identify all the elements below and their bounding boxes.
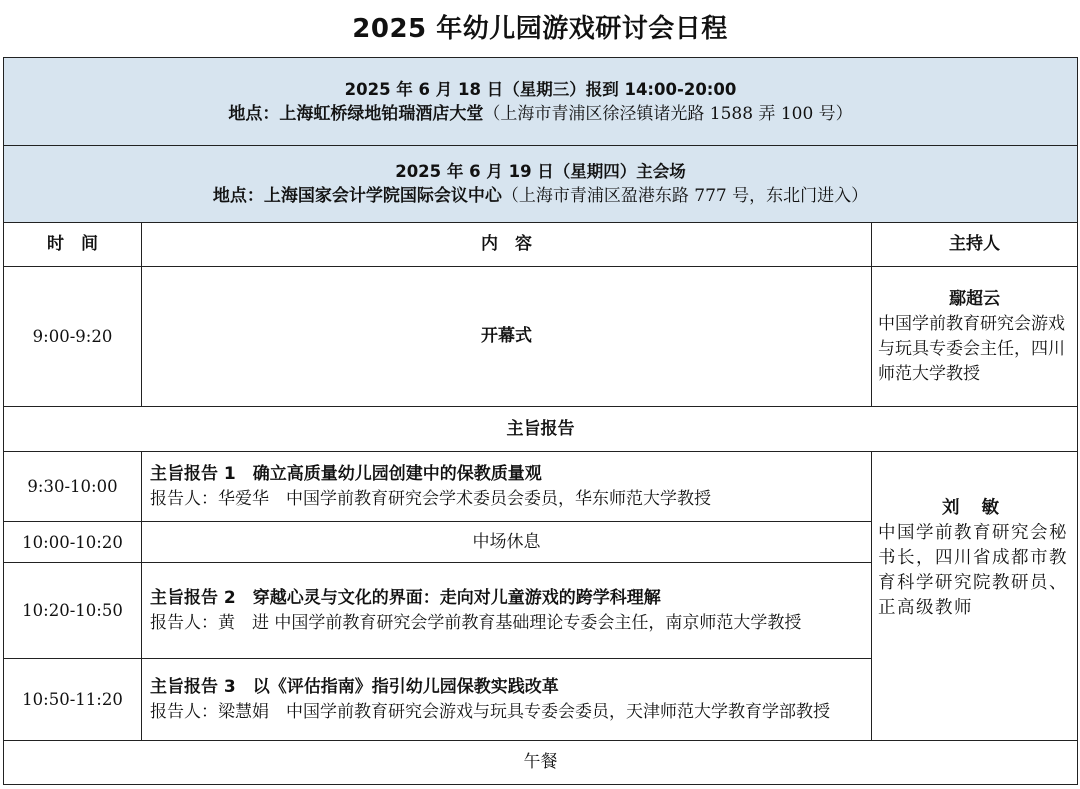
opening-host-desc: 中国学前教育研究会游戏与玩具专委会主任，四川师范大学教授 (878, 313, 1065, 384)
day1-banner (4, 58, 1078, 146)
header-time: 时 间 (4, 223, 142, 267)
day1-venue-address: （上海市青浦区徐泾镇诸光路 1588 弄 100 号） (483, 103, 853, 124)
day2-venue-label: 地点：上海国家会计学院国际会议中心 (212, 186, 502, 206)
opening-host-name: 鄢超云 (949, 288, 1001, 309)
report-3-speaker: 报告人：梁慧娟 中国学前教育研究会游戏与玩具专委会委员，天津师范大学教育学部教授 (150, 701, 830, 722)
header-row (4, 223, 1078, 267)
day2-date-line: 2025 年 6 月 19 日（星期四）主会场 (395, 162, 686, 181)
opening-time: 9:00-9:20 (4, 267, 142, 407)
keynote-host-name: 刘 敏 (941, 498, 1008, 518)
report-3-content (142, 659, 872, 741)
break-label: 中场休息 (142, 522, 872, 563)
break-time: 10:00-10:20 (4, 522, 142, 563)
day1-venue-line (12, 102, 1069, 127)
day1-banner-row (4, 58, 1078, 146)
day2-venue-line (12, 184, 1069, 209)
report-1-speaker: 报告人：华爱华 中国学前教育研究会学术委员会委员，华东师范大学教授 (150, 488, 711, 509)
report-2-content (142, 563, 872, 659)
keynote-host-desc: 中国学前教育研究会秘书长，四川省成都市教育科学研究院教研员、正高级教师 (878, 523, 1068, 618)
day2-banner-row (4, 146, 1078, 223)
opening-content: 开幕式 (142, 267, 872, 407)
day2-banner (4, 146, 1078, 223)
opening-row (4, 267, 1078, 407)
report-2-speaker: 报告人：黄 进 中国学前教育研究会学前教育基础理论专委会主任，南京师范大学教授 (150, 612, 802, 633)
keynote-host (872, 452, 1078, 741)
keynote-section-row (4, 407, 1078, 452)
day1-venue-label: 地点：上海虹桥绿地铂瑞酒店大堂 (228, 103, 484, 124)
report-2-title: 主旨报告 2 穿越心灵与文化的界面：走向对儿童游戏的跨学科理解 (150, 587, 661, 608)
page-title: 2025 年幼儿园游戏研讨会日程 (352, 14, 728, 44)
day2-venue-address: （上海市青浦区盈港东路 777 号，东北门进入） (501, 186, 869, 206)
header-host: 主持人 (872, 223, 1078, 267)
report-2-time: 10:20-10:50 (4, 563, 142, 659)
report-1-time: 9:30-10:00 (4, 452, 142, 522)
header-content: 内 容 (142, 223, 872, 267)
report-1-content (142, 452, 872, 522)
report-row-1 (4, 452, 1078, 522)
day1-date-line: 2025 年 6 月 18 日（星期三）报到 14:00-20:00 (344, 79, 737, 99)
lunch-row (4, 741, 1078, 785)
report-1-title: 主旨报告 1 确立高质量幼儿园创建中的保教质量观 (150, 463, 542, 484)
report-3-time: 10:50-11:20 (4, 659, 142, 741)
keynote-section-heading: 主旨报告 (4, 407, 1078, 452)
opening-host (872, 267, 1078, 407)
lunch-label: 午餐 (4, 741, 1078, 785)
schedule-table (3, 57, 1078, 785)
report-3-title: 主旨报告 3 以《评估指南》指引幼儿园保教实践改革 (150, 676, 559, 697)
